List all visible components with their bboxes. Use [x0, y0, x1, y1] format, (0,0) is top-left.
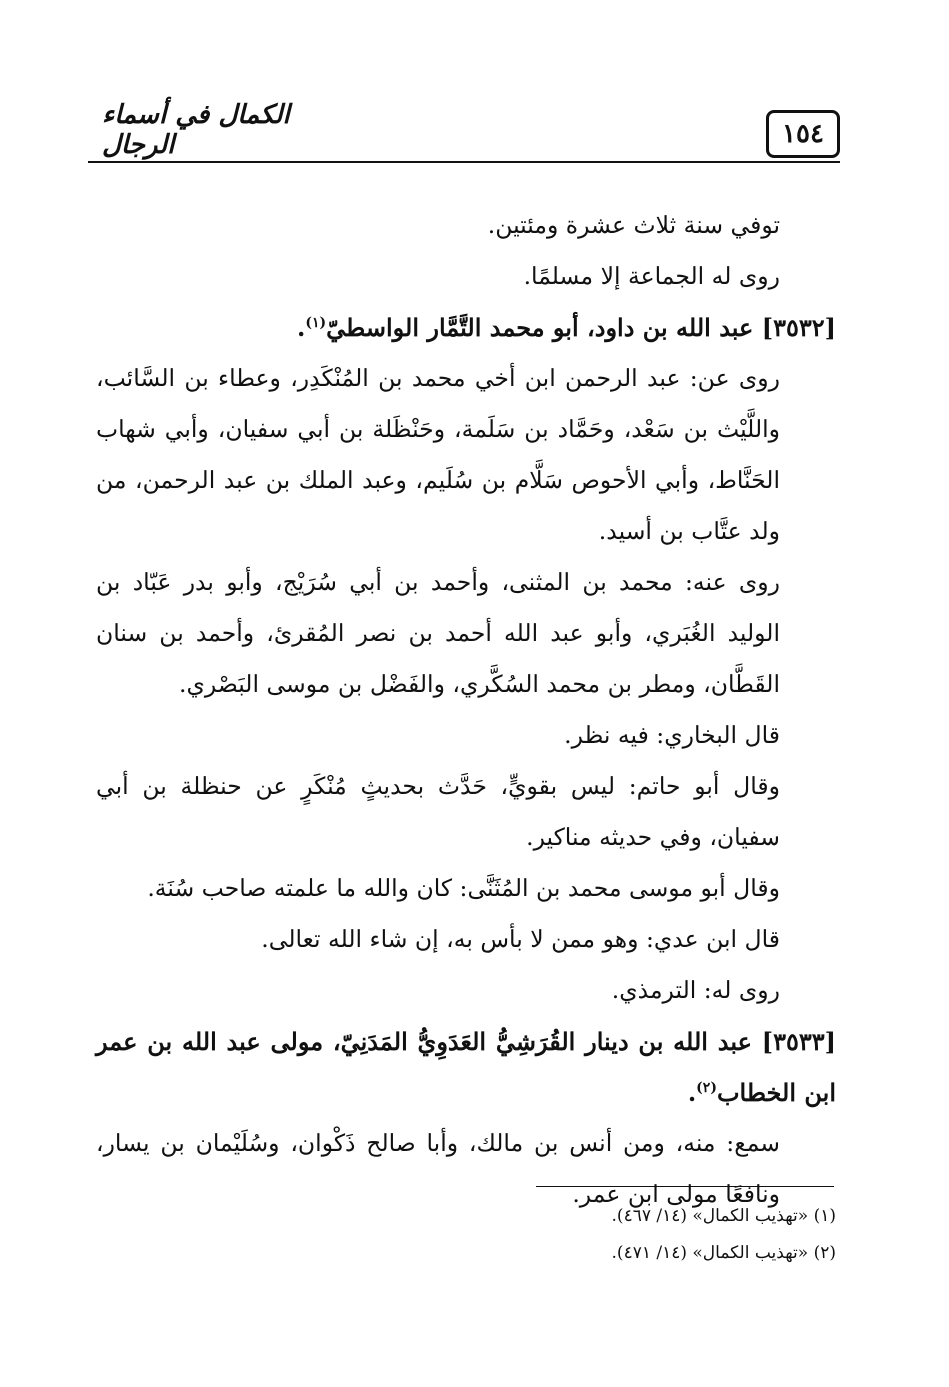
paragraph-tirmidhi: روى له: الترمذي. [611, 976, 780, 1004]
paragraph-death-year: توفي سنة ثلاث عشرة ومئتين. [487, 211, 780, 239]
footnotes [300, 1198, 836, 1272]
entry-heading-3532-text: [٣٥٣٢] عبد الله بن داود، أبو محمد التَّمَّار الواسطيّ [326, 313, 836, 342]
page-header [88, 100, 840, 168]
paragraph-narrated-by: روى عنه: محمد بن المثنى، وأحمد بن أبي سُرَيْج، وأبو بدر عَبّاد بن الوليد الغُبَري، وأبو عبد الله أحمد بن نصر المُقرئ، وأحمد بن سنان القَطَّان، ومطر بن محمد السُكَّري، والفَضْل بن موسى البَصْري. [96, 568, 780, 698]
paragraph-bukhari: قال البخاري: فيه نظر. [564, 721, 780, 749]
entry-heading-3533-end: . [687, 1078, 697, 1107]
paragraph-heard-from: سمع: منه، ومن أنس بن مالك، وأبا صالح ذَكْوان، وسُلَيْمان بن يسار، ونافعًا مولى ابن عمر. [96, 1129, 780, 1208]
entry-heading-3533 [96, 1016, 836, 1118]
footnote-ref-1: (١) [305, 315, 327, 331]
paragraph-abu-musa: وقال أبو موسى محمد بن المُثَنَّى: كان والله ما علمته صاحب سُنَة. [147, 874, 780, 902]
paragraph-narrated-by-group: روى له الجماعة إلا مسلمًا. [523, 262, 780, 290]
paragraph-abu-hatim: وقال أبو حاتم: ليس بقويٍّ، حَدَّث بحديثٍ مُنْكَرٍ عن حنظلة بن أبي سفيان، وفي حديثه مناكير. [96, 772, 780, 851]
header-rule [88, 161, 840, 163]
page-number: ١٥٤ [766, 110, 840, 158]
paragraph-ibn-adi: قال ابن عدي: وهو ممن لا بأس به، إن شاء الله تعالى. [261, 925, 780, 953]
entry-heading-3532-end: . [297, 313, 306, 342]
main-text [96, 200, 836, 1220]
footnote-ref-2: (٢) [696, 1080, 717, 1096]
entry-heading-3532 [96, 302, 836, 353]
footnote-2: (٢) «تهذيب الكمال» (١٤/ ٤٧١). [611, 1243, 836, 1263]
running-title: الكمال في أسماء الرجال [102, 100, 290, 160]
footnote-rule [536, 1186, 834, 1187]
paragraph-narrated-from: روى عن: عبد الرحمن ابن أخي محمد بن المُنْكَدِر، وعطاء بن السَّائب، واللَّيْث بن سَعْد، وحَمَّاد بن سَلَمة، وحَنْظَلة بن أبي سفيان، وأبي شهاب الحَنَّاط، وأبي الأحوص سَلَّام بن سُلَيم، وعبد الملك بن عبد الرحمن، من ولد عتَّاب بن أسيد. [96, 364, 780, 545]
footnote-1: (١) «تهذيب الكمال» (١٤/ ٤٦٧). [611, 1206, 836, 1226]
entry-heading-3533-text: [٣٥٣٣] عبد الله بن دينار القُرَشِيُّ العَدَوِيُّ المَدَنِيّ، مولى عبد الله بن عمر ابن الخطاب [96, 1027, 836, 1107]
